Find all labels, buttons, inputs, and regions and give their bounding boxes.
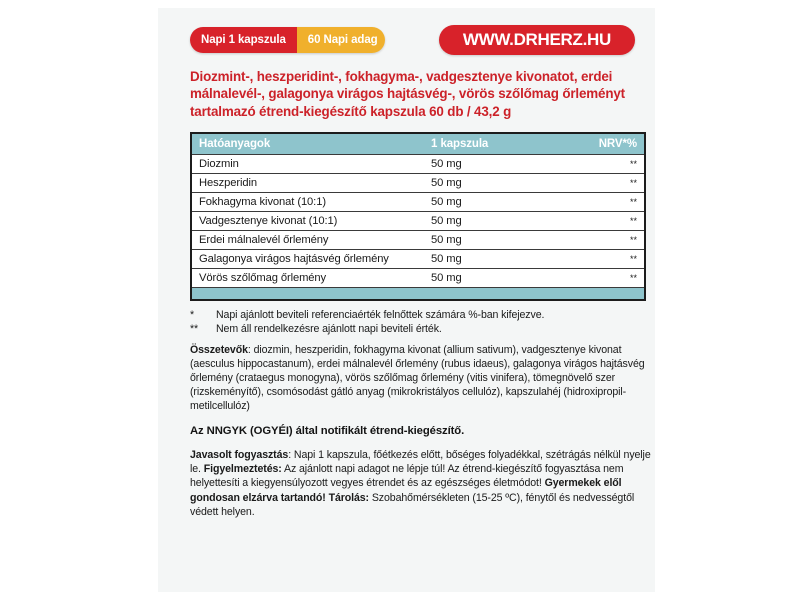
header-ingredient: Hatóanyagok xyxy=(192,134,427,155)
table-row xyxy=(192,193,644,212)
dosage-count-label: 60 Napi adag xyxy=(297,27,385,53)
cell-amount: 50 mg xyxy=(427,155,581,174)
page-title: Diozmint-, heszperidint-, fokhagyma-, vadgesztenye kivonatot, erdei málnalevél-, galagonya virágos hajtásvég-, vörös szőlőmag őrleményt tartalmazó étrend-kiegészítő kapszula 60 db / 43,2 g xyxy=(190,69,625,119)
table-row xyxy=(192,269,644,288)
table-row xyxy=(192,250,644,269)
cell-ingredient: Erdei málnalevél őrlemény xyxy=(192,231,427,250)
table-body xyxy=(192,155,644,288)
header-nrv: NRV*% xyxy=(581,134,644,155)
cell-ingredient: Heszperidin xyxy=(192,174,427,193)
cell-amount: 50 mg xyxy=(427,212,581,231)
ingredient-table-wrapper xyxy=(190,132,646,301)
cell-nrv: ** xyxy=(581,174,644,193)
ingredient-table xyxy=(192,134,644,287)
cell-nrv: ** xyxy=(581,193,644,212)
cell-nrv: ** xyxy=(581,155,644,174)
cell-ingredient: Diozmin xyxy=(192,155,427,174)
table-row xyxy=(192,212,644,231)
child-safety-label: Gyermekek elől gondosan elzárva tartandó! Tárolás: xyxy=(190,477,622,504)
website-badge[interactable]: WWW.DRHERZ.HU xyxy=(439,25,635,55)
cell-ingredient: Vörös szőlőmag őrlemény xyxy=(192,269,427,288)
badge-row xyxy=(190,25,635,55)
cell-nrv: ** xyxy=(581,250,644,269)
table-header-row xyxy=(192,134,644,155)
table-header xyxy=(192,134,644,155)
footnote-mark: * xyxy=(190,309,195,322)
product-label-card xyxy=(158,8,655,592)
dosage-daily-label: Napi 1 kapszula xyxy=(190,27,297,53)
cell-nrv: ** xyxy=(581,231,644,250)
cell-ingredient: Galagonya virágos hajtásvég őrlemény xyxy=(192,250,427,269)
notification-statement: Az NNGYK (OGYÉI) által notifikált étrend-kiegészítő. xyxy=(190,424,465,437)
ingredients-label: Összetevők xyxy=(190,343,248,356)
footnote-text: Napi ajánlott beviteli referenciaérték felnőttek számára %-ban kifejezve. xyxy=(216,309,545,322)
suggested-use-label: Javasolt fogyasztás xyxy=(190,448,289,461)
cell-nrv: ** xyxy=(581,212,644,231)
cell-ingredient: Fokhagyma kivonat (10:1) xyxy=(192,193,427,212)
footnote-list xyxy=(190,308,652,336)
warning-text: Az ajánlott napi adagot ne lépje túl! Az étrend-kiegészítő fogyasztása nem helyettesíti a kiegyensúlyozott vegyes étrendet és az egészséges életmódot! xyxy=(190,462,624,490)
table-row xyxy=(192,231,644,250)
table-row xyxy=(192,155,644,174)
footnote xyxy=(190,308,652,322)
warning-label: Figyelmeztetés: xyxy=(203,462,282,475)
header-amount: 1 kapszula xyxy=(427,134,581,155)
cell-amount: 50 mg xyxy=(427,269,581,288)
cell-nrv: ** xyxy=(581,269,644,288)
cell-amount: 50 mg xyxy=(427,174,581,193)
ingredients-paragraph xyxy=(190,343,652,414)
cell-amount: 50 mg xyxy=(427,250,581,269)
cell-amount: 50 mg xyxy=(427,231,581,250)
cell-ingredient: Vadgesztenye kivonat (10:1) xyxy=(192,212,427,231)
usage-instructions xyxy=(190,448,652,520)
suggested-use-text: : Napi 1 kapszula, főétkezés előtt, bőséges folyadékkal, szétrágás nélkül nyelje le. xyxy=(190,448,651,475)
footnote-text: Nem áll rendelkezésre ajánlott napi beviteli érték. xyxy=(216,323,442,336)
dosage-pill xyxy=(190,27,385,53)
storage-text: Szobahőmérsékleten (15-25 ºC), fénytől és nedvességtől védett helyen. xyxy=(190,491,635,519)
table-row xyxy=(192,174,644,193)
footnote-mark: ** xyxy=(190,323,199,336)
ingredients-text: : diozmin, heszperidin, fokhagyma kivonat (allium sativum), vadgesztenye kivonat (aesculus hippocastanum), erdei málnalevél őrlemény (rubus idaeus), galagonya virágos hajtásvég őrlemény (crataegus monogyna), vörös szőlőmag őrlemény (vitis vinifera), tömegnövelő szer (rizskeményítő), csomósodást gátló anyag (mikrokristályos cellulóz), kapszulahéj (hidroxipropil-metilcellulóz) xyxy=(190,343,645,413)
table-footer-bar xyxy=(192,287,644,299)
footnote xyxy=(190,322,652,336)
cell-amount: 50 mg xyxy=(427,193,581,212)
